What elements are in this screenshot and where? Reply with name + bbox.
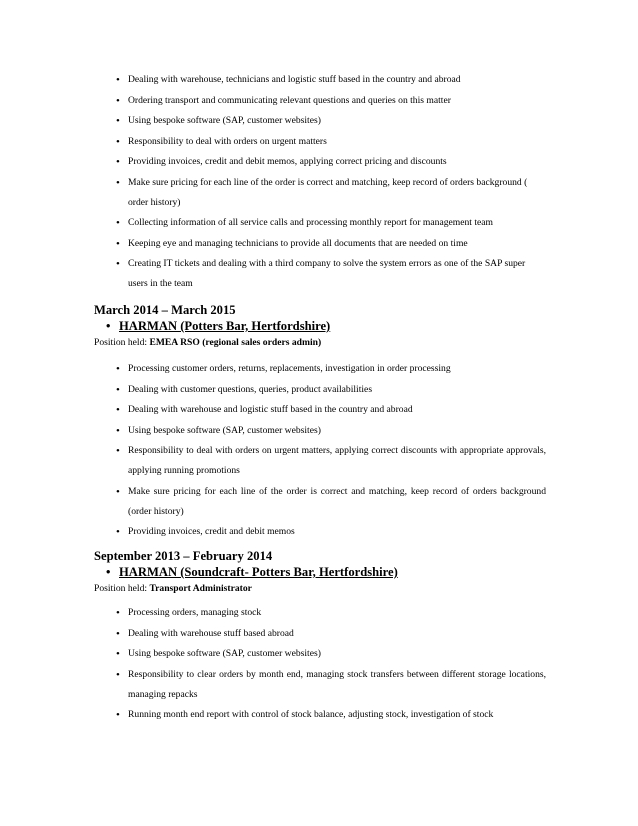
bullet-item: • Processing customer orders, returns, replacements, investigation in order processing [94,359,546,379]
job-dates: March 2014 – March 2015 [94,303,236,317]
job-dates: September 2013 – February 2014 [94,549,273,563]
bullet-item: • Using bespoke software (SAP, customer websites) [94,421,546,441]
bullet-item: • Collecting information of all service calls and processing monthly report for management team [94,213,546,233]
job-section-harman-rso [94,302,546,351]
position-title: EMEA RSO (regional sales orders admin) [149,337,322,348]
bullet-item: • Using bespoke software (SAP, customer websites) [94,111,546,131]
bullet-item: • Creating IT tickets and dealing with a third company to solve the system errors as one of the SAP super users in the team [94,254,546,294]
bullet-item: • Make sure pricing for each line of the order is correct and matching, keep record of orders background ( order history) [94,173,546,213]
job-section-harman-soundcraft [94,548,546,597]
position-title: Transport Administrator [149,583,252,594]
bullet-item: • Ordering transport and communicating relevant questions and queries on this matter [94,91,546,111]
bullet-item: • Providing invoices, credit and debit memos, applying correct pricing and discounts [94,152,546,172]
bullet-item: • Running month end report with control of stock balance, adjusting stock, investigation of stock [94,705,546,725]
job-bullet-list [94,603,546,726]
bullet-item: • Responsibility to deal with orders on urgent matters, applying correct discounts with appropriate approvals, applying running promotions [94,441,546,481]
bullet-item: • Dealing with warehouse stuff based abroad [94,624,546,644]
position-label: Position held: [94,583,148,594]
position-label: Position held: [94,337,148,348]
position-held [94,581,546,597]
bullet-item: • Dealing with customer questions, queries, product availabilities [94,380,546,400]
job-bullet-list [94,359,546,543]
bullet-item: • Responsibility to deal with orders on urgent matters [94,132,546,152]
bullet-item: • Keeping eye and managing technicians to provide all documents that are needed on time [94,234,546,254]
bullet-item: • Responsibility to clear orders by month end, managing stock transfers between different storage locations, managing repacks [94,665,546,705]
bullet-item: • Processing orders, managing stock [94,603,546,623]
bullet-item: • Dealing with warehouse, technicians and logistic stuff based in the country and abroad [94,70,546,90]
bullet-item: • Make sure pricing for each line of the order is correct and matching, keep record of orders background (order history) [94,482,546,522]
company-name: • HARMAN (Soundcraft- Potters Bar, Hertfordshire) [94,564,546,581]
intro-bullet-list [94,70,546,295]
bullet-item: • Providing invoices, credit and debit memos [94,522,546,542]
bullet-item: • Using bespoke software (SAP, customer websites) [94,644,546,664]
company-name: • HARMAN (Potters Bar, Hertfordshire) [94,318,546,335]
bullet-item: • Dealing with warehouse and logistic stuff based in the country and abroad [94,400,546,420]
position-held [94,335,546,351]
